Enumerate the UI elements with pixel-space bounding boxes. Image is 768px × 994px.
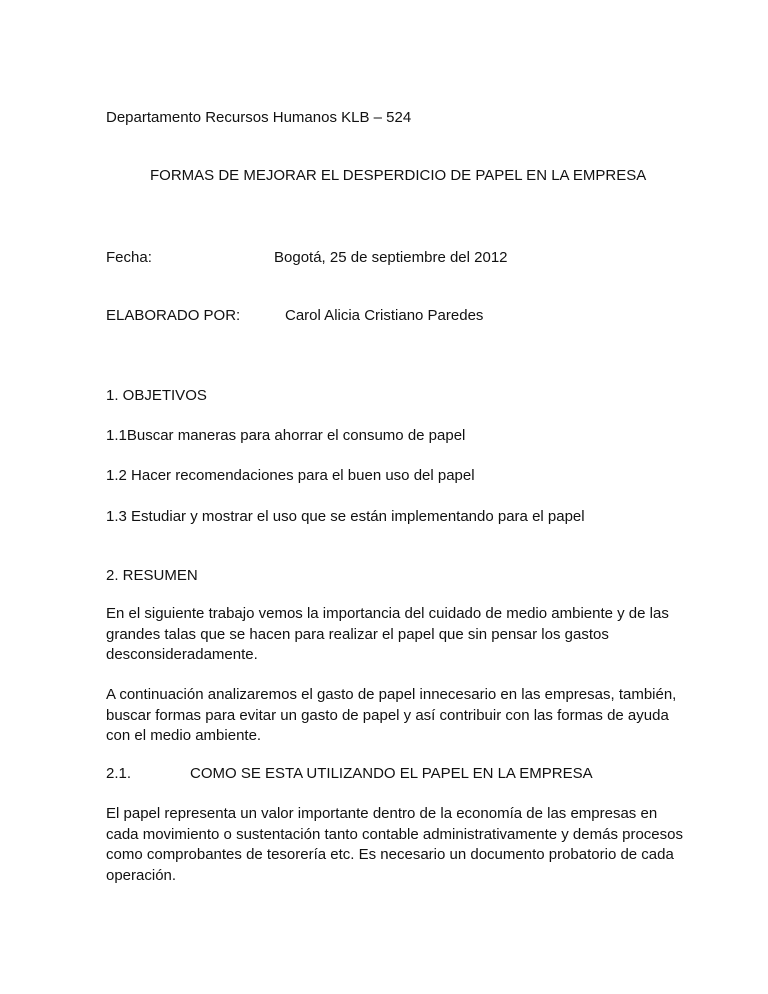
objective-item: 1.3 Estudiar y mostrar el uso que se están implementando para el papel [106,508,585,525]
section-number: 2.1. [106,765,132,782]
summary-paragraph-1 [106,604,706,666]
paragraph-line: grandes talas que se hacen para realizar el papel que sin pensar los gastos [106,625,609,643]
department-line: Departamento Recursos Humanos KLB – 524 [106,109,412,126]
paragraph-line: cada movimiento o sustentación tanto contable administrativamente y demás procesos [106,825,683,843]
paragraph-line: desconsideradamente. [106,646,258,663]
date-value: Bogotá, 25 de septiembre del 2012 [274,249,508,266]
document-title: FORMAS DE MEJORAR EL DESPERDICIO DE PAPEL EN LA EMPRESA [150,167,647,184]
objectives-heading: 1. OBJETIVOS [106,387,207,404]
objective-item: 1.1Buscar maneras para ahorrar el consumo de papel [106,427,466,444]
objective-item: 1.2 Hacer recomendaciones para el buen uso del papel [106,467,475,484]
date-label: Fecha: [106,249,152,266]
section-heading: COMO SE ESTA UTILIZANDO EL PAPEL EN LA EMPRESA [190,765,593,782]
summary-heading: 2. RESUMEN [106,567,198,584]
section-paragraph [106,804,706,886]
paragraph-line: buscar formas para evitar un gasto de papel y así contribuir con las formas de ayuda [106,706,669,724]
author-value: Carol Alicia Cristiano Paredes [285,307,484,324]
paragraph-line: operación. [106,866,177,884]
paragraph-line: El papel representa un valor importante dentro de la economía de las empresas en [106,805,658,822]
paragraph-line: con el medio ambiente. [106,727,262,744]
summary-paragraph-2 [106,685,706,747]
paragraph-line: A continuación analizaremos el gasto de papel innecesario en las empresas, también, [106,686,677,703]
paragraph-line: En el siguiente trabajo vemos la importancia del cuidado de medio ambiente y de las [106,605,669,622]
paragraph-line: como comprobantes de tesorería etc. Es necesario un documento probatorio de cada [106,846,674,863]
author-label: ELABORADO POR: [106,307,241,324]
